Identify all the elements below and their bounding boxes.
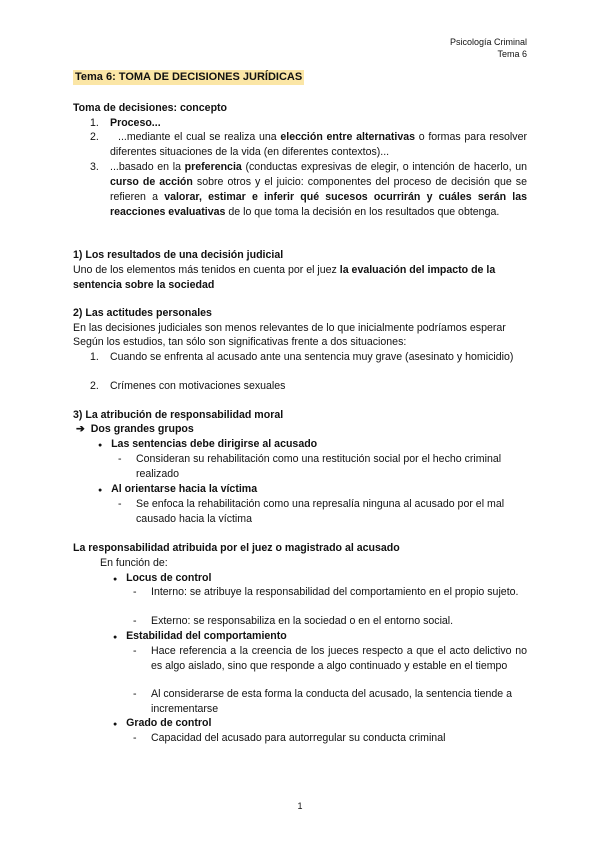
section-1-heading: 1) Los resultados de una decisión judicial (73, 249, 284, 261)
concept-heading: Toma de decisiones: concepto (73, 102, 228, 114)
stability-bullet: ● Estabilidad del comportamiento (113, 630, 287, 642)
section-3-bullet-1: ● Las sentencias debe dirigirse al acusado (98, 438, 318, 450)
concept-item-2-text: ...mediante el cual se realiza una elección entre alternativas o formas para resolver diferentes situaciones de la vida (en diferentes contextos)... (110, 131, 527, 158)
section-4-intro: En función de: (100, 557, 168, 569)
section-1-text: Uno de los elementos más tenidos en cuenta por el juez la evaluación del impacto de la sentencia sobre la sociedad (73, 264, 496, 291)
locus-sub-2: - Externo: se responsabiliza en la sociedad o en el entorno social. (133, 615, 454, 627)
concept-item-3: 3. ...basado en la preferencia (conductas expresivas de elegir, o intención de hacerlo, un curso de acción sobre otros y el juicio: componentes del proceso de decisión que se refieren a valorar, estimar e inferir qué sucesos ocurrirán y cuáles serán las reacciones evaluativas de lo que toma la decisión en los resultados que obtenga. (90, 161, 528, 218)
running-header-subject: Psicología Criminal (449, 37, 527, 47)
control-sub-1: - Capacidad del acusado para autorregular su conducta criminal (133, 732, 446, 744)
stability-sub-1: - Hace referencia a la creencia de los jueces respecto a que el acto delictivo no es algo aislado, sino que responde a algo continuado y estable en el tiempo (133, 645, 527, 672)
section-4-heading: La responsabilidad atribuida por el juez o magistrado al acusado (73, 542, 400, 554)
locus-bullet: ● Locus de control (113, 572, 212, 584)
arrow-icon: ➔ (76, 423, 85, 435)
section-2-paragraph-1: En las decisiones judiciales son menos relevantes de lo que inicialmente podríamos esperar (73, 322, 506, 334)
control-bullet: ● Grado de control (113, 717, 212, 729)
bullet-icon: ● (98, 487, 103, 494)
bullet-icon: ● (113, 721, 118, 728)
running-header-topic: Tema 6 (497, 49, 527, 59)
section-2-item-1: 1. Cuando se enfrenta al acusado ante una sentencia muy grave (asesinato y homicidio) (90, 351, 514, 363)
concept-item-2: 2. ...mediante el cual se realiza una elección entre alternativas o formas para resolver diferentes situaciones de la vida (en diferentes contextos)... (90, 131, 527, 158)
section-3-bullet-2-sub: - Se enfoca la rehabilitación como una represalía ninguna al acusado por el mal causado hacia la víctima (118, 498, 505, 525)
concept-item-1: 1. Proceso... (90, 117, 161, 129)
section-3-group: ➔ Dos grandes grupos (76, 423, 194, 435)
bullet-icon: ● (113, 576, 118, 583)
section-2-item-2: 2. Crímenes con motivaciones sexuales (90, 380, 286, 392)
document-title: Tema 6: TOMA DE DECISIONES JURÍDICAS (75, 71, 303, 83)
locus-sub-1: - Interno: se atribuye la responsabilidad del comportamiento en el propio sujeto. (133, 586, 519, 598)
page-number: 1 (297, 801, 303, 811)
section-2-paragraph-2: Según los estudios, tan sólo son significativas frente a dos situaciones: (73, 336, 407, 348)
concept-item-3-text: ...basado en la preferencia (conductas expresivas de elegir, o intención de hacerlo, un curso de acción sobre otros y el juicio: componentes del proceso de decisión que se refieren a valorar, estimar e inferir qué sucesos ocurrirán y cuáles serán las reacciones evaluativas de lo que toma la decisión en los resultados que obtenga. (110, 161, 528, 218)
bullet-icon: ● (98, 442, 103, 449)
stability-sub-2: - Al considerarse de esta forma la conducta del acusado, la sentencia tiende a incrementarse (133, 688, 512, 715)
section-2-heading: 2) Las actitudes personales (73, 307, 212, 319)
section-3-heading: 3) La atribución de responsabilidad moral (73, 409, 284, 421)
bullet-icon: ● (113, 634, 118, 641)
section-3-bullet-2: ● Al orientarse hacia la víctima (98, 483, 258, 495)
section-3-bullet-1-sub: - Consideran su rehabilitación como una restitución social por el hecho criminal realizado (118, 453, 502, 480)
